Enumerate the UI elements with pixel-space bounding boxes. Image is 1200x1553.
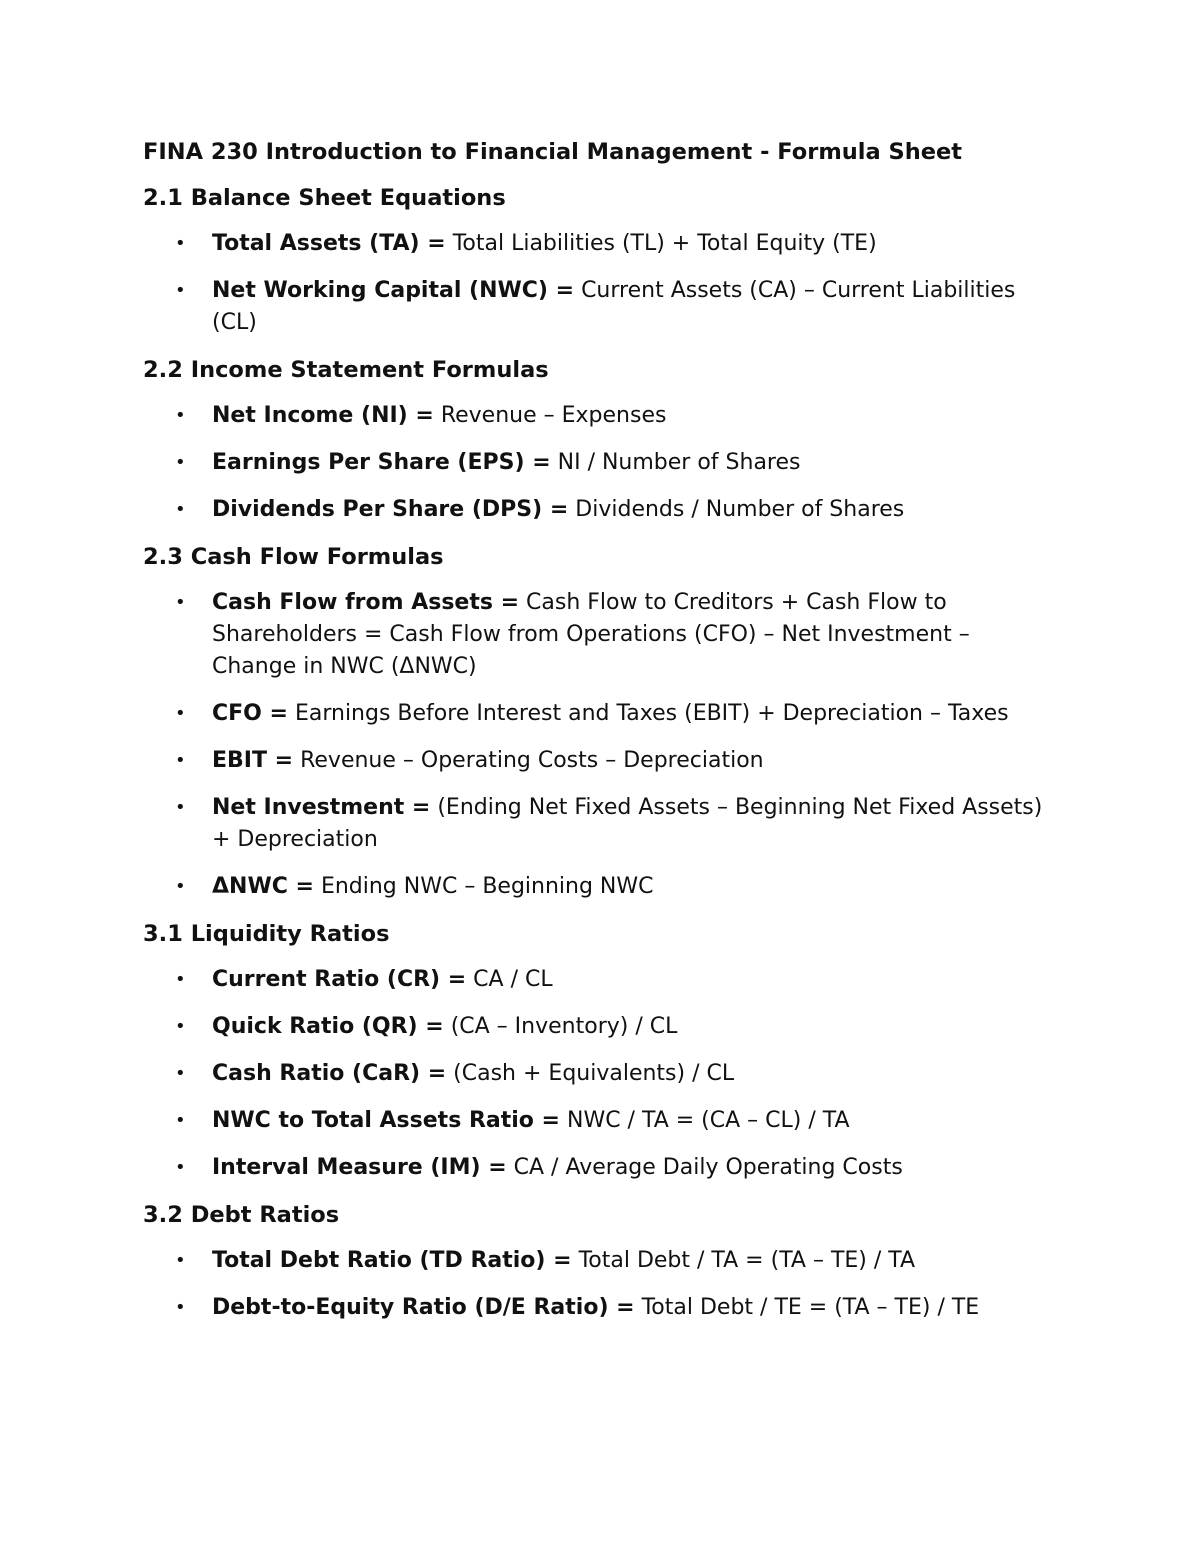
formula-item bbox=[143, 745, 1043, 777]
formula-expression: Dividends / Number of Shares bbox=[568, 497, 905, 522]
formula-expression: (CA – Inventory) / CL bbox=[443, 1014, 678, 1039]
formula-item bbox=[143, 1011, 1043, 1043]
bullet-icon: • bbox=[175, 1110, 186, 1131]
formula-item bbox=[143, 792, 1043, 856]
formula-expression: Ending NWC – Beginning NWC bbox=[313, 874, 654, 899]
bullet-icon: • bbox=[175, 797, 186, 818]
bullet-icon: • bbox=[175, 876, 186, 897]
formula-list-debt-ratios bbox=[143, 1245, 1043, 1324]
section-heading-cash-flow: 2.3 Cash Flow Formulas bbox=[143, 544, 444, 570]
bullet-icon: • bbox=[175, 1250, 186, 1271]
formula-term: NWC to Total Assets Ratio = bbox=[212, 1108, 560, 1133]
formula-term: Earnings Per Share (EPS) = bbox=[212, 450, 551, 475]
formula-item bbox=[143, 447, 1043, 479]
formula-item bbox=[143, 275, 1043, 339]
formula-term: Cash Ratio (CaR) = bbox=[212, 1061, 447, 1086]
bullet-icon: • bbox=[175, 1297, 186, 1318]
bullet-icon: • bbox=[175, 750, 186, 771]
bullet-icon: • bbox=[175, 969, 186, 990]
bullet-icon: • bbox=[175, 280, 186, 301]
formula-item bbox=[143, 400, 1043, 432]
formula-expression: Current Assets (CA) – Current Liabilities (CL) bbox=[212, 278, 1016, 335]
document-title: FINA 230 Introduction to Financial Management - Formula Sheet bbox=[143, 139, 963, 165]
bullet-icon: • bbox=[175, 1157, 186, 1178]
formula-term: Net Income (NI) = bbox=[212, 403, 434, 428]
formula-item bbox=[143, 1105, 1043, 1137]
bullet-icon: • bbox=[175, 233, 186, 254]
formula-term: EBIT = bbox=[212, 748, 294, 773]
formula-list-liquidity-ratios bbox=[143, 964, 1043, 1184]
formula-expression: Cash Flow to Creditors + Cash Flow to Shareholders = Cash Flow from Operations (CFO) – Net Investment – Change in NWC (ΔNWC) bbox=[212, 590, 970, 679]
document-page bbox=[143, 136, 1043, 1339]
formula-term: Total Debt Ratio (TD Ratio) = bbox=[212, 1248, 572, 1273]
bullet-icon: • bbox=[175, 405, 186, 426]
bullet-icon: • bbox=[175, 703, 186, 724]
formula-term: Cash Flow from Assets = bbox=[212, 590, 520, 615]
bullet-icon: • bbox=[175, 452, 186, 473]
formula-term: Total Assets (TA) = bbox=[212, 231, 446, 256]
formula-item bbox=[143, 871, 1043, 903]
bullet-icon: • bbox=[175, 592, 186, 613]
formula-item bbox=[143, 587, 1043, 683]
formula-item bbox=[143, 964, 1043, 996]
formula-expression: CA / CL bbox=[466, 967, 553, 992]
formula-term: Interval Measure (IM) = bbox=[212, 1155, 507, 1180]
formula-list-cash-flow bbox=[143, 587, 1043, 903]
formula-term: Net Investment = bbox=[212, 795, 431, 820]
formula-expression: Revenue – Operating Costs – Depreciation bbox=[293, 748, 764, 773]
formula-term: CFO = bbox=[212, 701, 288, 726]
formula-item bbox=[143, 228, 1043, 260]
formula-expression: NI / Number of Shares bbox=[550, 450, 801, 475]
formula-term: Dividends Per Share (DPS) = bbox=[212, 497, 569, 522]
formula-term: ΔNWC = bbox=[212, 874, 314, 899]
section-heading-debt-ratios: 3.2 Debt Ratios bbox=[143, 1202, 340, 1228]
formula-expression: Total Debt / TE = (TA – TE) / TE bbox=[634, 1295, 980, 1320]
bullet-icon: • bbox=[175, 1063, 186, 1084]
formula-item bbox=[143, 1292, 1043, 1324]
formula-list-income-statement bbox=[143, 400, 1043, 526]
bullet-icon: • bbox=[175, 499, 186, 520]
formula-expression: (Ending Net Fixed Assets – Beginning Net Fixed Assets) + Depreciation bbox=[212, 795, 1043, 852]
formula-list-balance-sheet bbox=[143, 228, 1043, 339]
formula-item bbox=[143, 1152, 1043, 1184]
formula-item bbox=[143, 494, 1043, 526]
formula-term: Quick Ratio (QR) = bbox=[212, 1014, 444, 1039]
formula-expression: Earnings Before Interest and Taxes (EBIT) + Depreciation – Taxes bbox=[287, 701, 1009, 726]
formula-term: Current Ratio (CR) = bbox=[212, 967, 467, 992]
formula-item bbox=[143, 1245, 1043, 1277]
formula-expression: CA / Average Daily Operating Costs bbox=[506, 1155, 903, 1180]
formula-expression: NWC / TA = (CA – CL) / TA bbox=[560, 1108, 850, 1133]
formula-expression: (Cash + Equivalents) / CL bbox=[446, 1061, 735, 1086]
formula-expression: Revenue – Expenses bbox=[433, 403, 667, 428]
bullet-icon: • bbox=[175, 1016, 186, 1037]
section-heading-balance-sheet: 2.1 Balance Sheet Equations bbox=[143, 185, 506, 211]
formula-item bbox=[143, 698, 1043, 730]
formula-term: Net Working Capital (NWC) = bbox=[212, 278, 575, 303]
formula-expression: Total Debt / TA = (TA – TE) / TA bbox=[571, 1248, 916, 1273]
formula-item bbox=[143, 1058, 1043, 1090]
formula-expression: Total Liabilities (TL) + Total Equity (TE) bbox=[445, 231, 877, 256]
section-heading-income-statement: 2.2 Income Statement Formulas bbox=[143, 357, 549, 383]
formula-term: Debt-to-Equity Ratio (D/E Ratio) = bbox=[212, 1295, 635, 1320]
section-heading-liquidity-ratios: 3.1 Liquidity Ratios bbox=[143, 921, 390, 947]
